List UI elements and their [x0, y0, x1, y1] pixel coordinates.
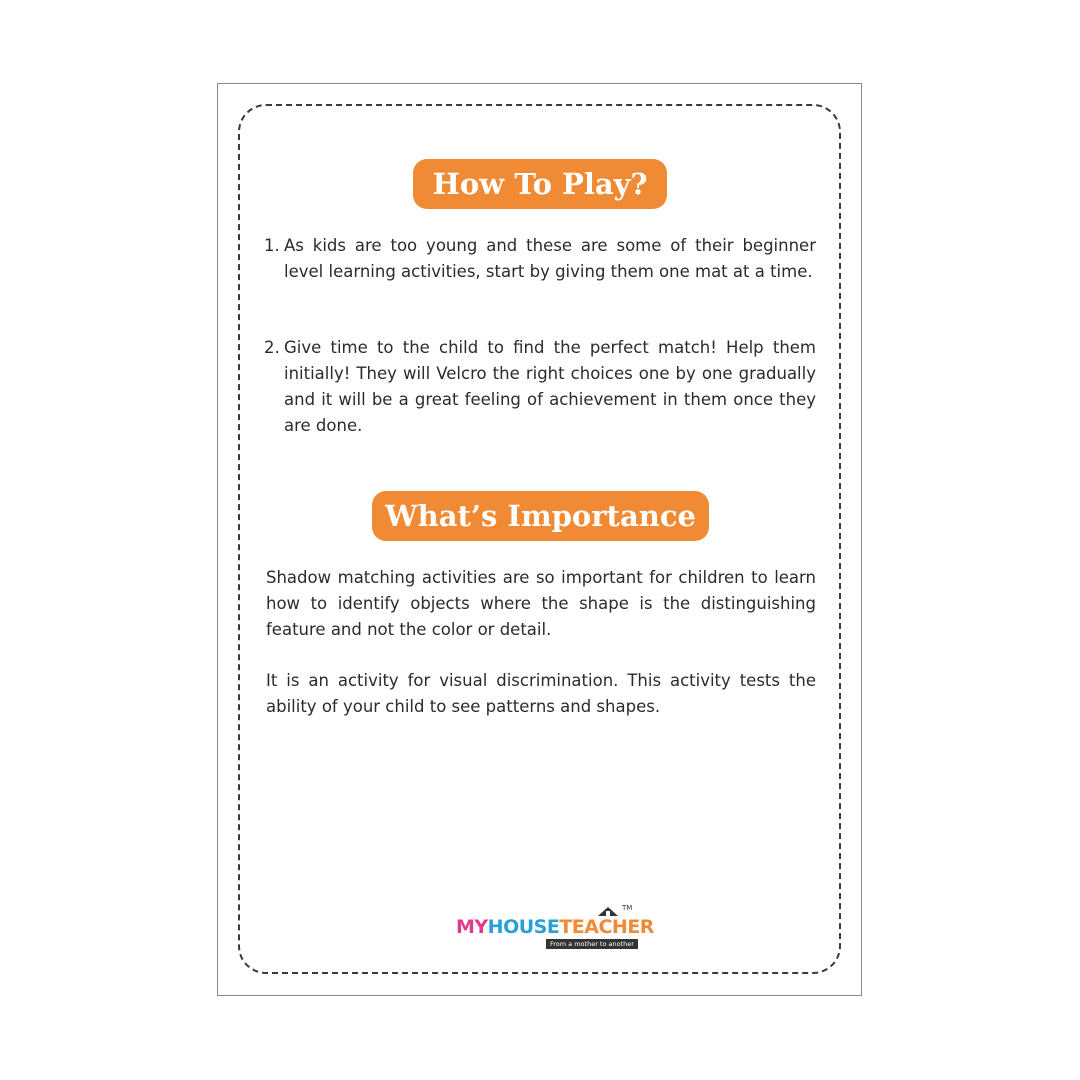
trademark-mark: TM — [622, 904, 633, 912]
step-item-2 — [264, 335, 816, 439]
importance-heading: What’s Importance — [372, 491, 709, 541]
logo-tagline: From a mother to another — [546, 939, 638, 949]
brand-logo — [456, 904, 654, 954]
step-number: 1. — [264, 236, 280, 255]
logo-word-my: MY — [456, 916, 488, 938]
how-to-play-heading: How To Play? — [413, 159, 667, 209]
logo-word-teacher: TEACHER — [559, 916, 654, 938]
step-text: Give time to the child to find the perfect match! Help them initially! They will Velcro the right choices one by one gradually and it will be a great feeling of achievement in them once they are done. — [284, 338, 816, 435]
importance-paragraph-1: Shadow matching activities are so important for children to learn how to identify objects where the shape is the distinguishing feature and not the color or detail. — [266, 568, 816, 639]
step-item-1 — [264, 233, 816, 285]
logo-word-house: HOUSE — [487, 916, 560, 938]
importance-paragraph-2: It is an activity for visual discrimination. This activity tests the ability of your child to see patterns and shapes. — [266, 671, 816, 716]
logo-wordmark — [456, 916, 654, 938]
step-number: 2. — [264, 338, 280, 357]
step-text: As kids are too young and these are some of their beginner level learning activities, start by giving them one mat at a time. — [284, 236, 816, 281]
